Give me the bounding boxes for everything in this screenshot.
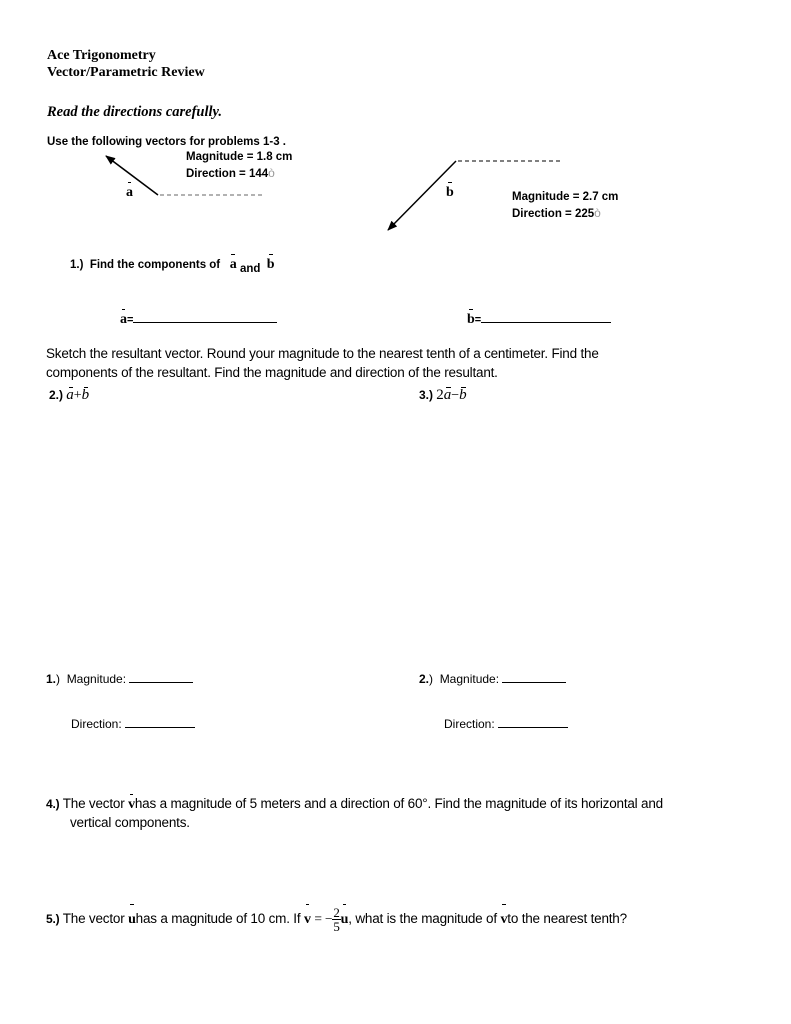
answer-1-direction-blank[interactable] bbox=[125, 727, 195, 728]
problem-1: 1.) Find the components of a and b bbox=[70, 257, 275, 275]
answer-1-direction: Direction: bbox=[71, 717, 195, 731]
answer-b-row: b= bbox=[467, 310, 611, 328]
answer-2-magnitude: 2.) Magnitude: bbox=[419, 672, 566, 686]
answer-2-direction: Direction: bbox=[444, 717, 568, 731]
vector-b-label: b bbox=[446, 185, 454, 200]
degree-icon: ò bbox=[594, 206, 601, 220]
problem-5: 5.) The vector uhas a magnitude of 10 cm. If v = − $\frac{2}{5}$ u, what is the magnitude of vto the nearest tenth? bbox=[46, 905, 627, 934]
problem-4-line-2: vertical components. bbox=[70, 815, 190, 830]
degree-icon: ò bbox=[268, 166, 275, 180]
fraction: $\frac{2}{5}$ bbox=[333, 905, 340, 934]
vector-a-direction: Direction = 144ò bbox=[186, 166, 275, 180]
vector-a-label: a bbox=[126, 185, 133, 200]
answer-a-row: a= bbox=[120, 310, 277, 328]
course-title: Ace Trigonometry bbox=[47, 48, 156, 63]
vec-a: a bbox=[229, 257, 237, 272]
vector-b-direction: Direction = 225ò bbox=[512, 206, 601, 220]
vector-diagram bbox=[0, 0, 791, 260]
answer-2-direction-blank[interactable] bbox=[498, 727, 568, 728]
instructions-line-2: components of the resultant. Find the magnitude and direction of the resultant. bbox=[46, 365, 498, 380]
problem-4: 4.) The vector vhas a magnitude of 5 meters and a direction of 60°. Find the magnitude of its horizontal and bbox=[46, 796, 663, 812]
answer-b-blank[interactable] bbox=[481, 322, 611, 323]
directions-heading: Read the directions carefully. bbox=[47, 104, 223, 120]
answer-1-magnitude-blank[interactable] bbox=[129, 682, 193, 683]
answer-2-magnitude-blank[interactable] bbox=[502, 682, 566, 683]
instructions-line-1: Sketch the resultant vector. Round your magnitude to the nearest tenth of a centimeter. Find the bbox=[46, 346, 599, 361]
page-title: Vector/Parametric Review bbox=[47, 65, 205, 80]
vec-b: b bbox=[266, 257, 275, 272]
problem-2: 2.) a+b bbox=[49, 387, 90, 403]
problem-3: 3.) 2a−b bbox=[419, 387, 467, 403]
vector-b-magnitude: Magnitude = 2.7 cm bbox=[512, 191, 619, 203]
vectors-intro: Use the following vectors for problems 1-3 . bbox=[47, 136, 286, 148]
vector-a-magnitude: Magnitude = 1.8 cm bbox=[186, 151, 293, 163]
answer-1-magnitude: 1.) Magnitude: bbox=[46, 672, 193, 686]
answer-a-blank[interactable] bbox=[133, 322, 277, 323]
